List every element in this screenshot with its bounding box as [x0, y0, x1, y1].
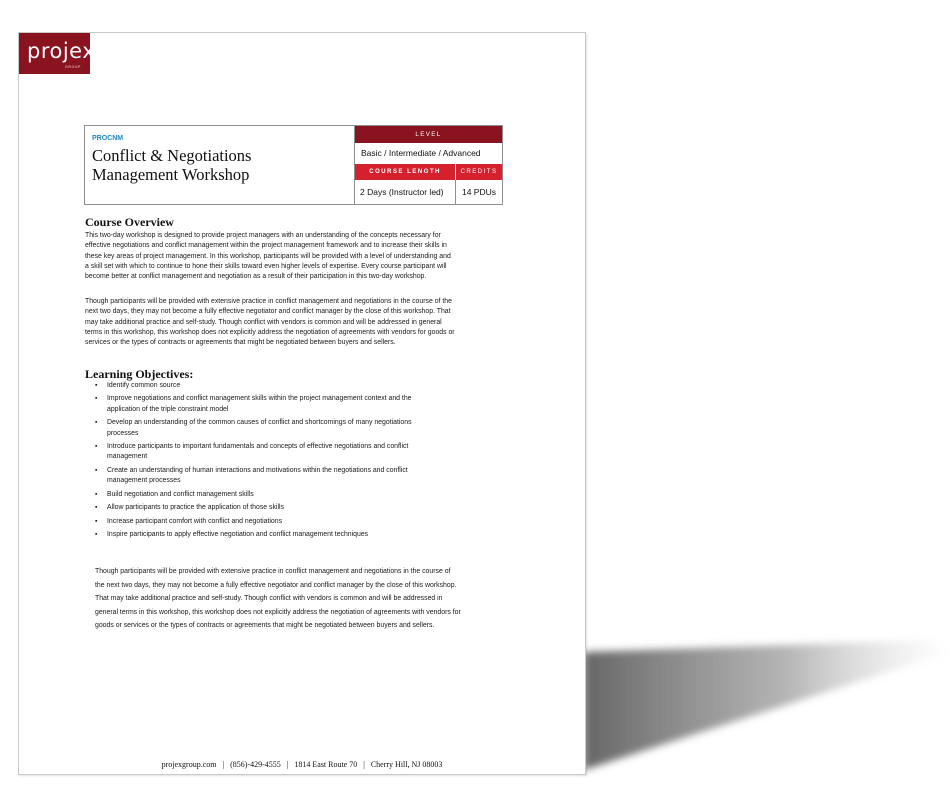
bullet-icon: ▪: [95, 504, 98, 512]
list-item-text: Inspire participants to apply effective negotiation and conflict management techniques: [107, 531, 369, 539]
course-title: [92, 146, 352, 184]
text-line: these key areas of project management. In this workshop, participants will be provided with a level of understanding and: [85, 252, 451, 260]
list-item-text: Improve negotiations and conflict management skills within the project management context and the: [107, 395, 412, 403]
course-length-value: 2 Days (Instructor led): [360, 187, 444, 197]
logo-wordmark: projex: [27, 39, 96, 63]
text-line: next two days, they may not become a fully effective negotiator and conflict manager by the close of this workshop. That: [85, 308, 451, 316]
footer-separator: |: [363, 760, 365, 769]
list-item-text: Increase participant comfort with conflict and negotiations: [107, 517, 283, 525]
overview-paragraph-2: [85, 297, 515, 348]
list-item: [95, 466, 475, 487]
text-line: a skill set with which to continue to hone their skills toward even higher levels of expertise. Every course participant will: [85, 262, 447, 270]
bullet-icon: ▪: [95, 395, 98, 403]
list-item-text: Introduce participants to important fundamentals and concepts of effective negotiations and conflict: [107, 443, 409, 451]
text-line: effective negotiations and conflict management within the project management framework and to increase their skills in: [85, 242, 447, 250]
learning-objectives-heading: Learning Objectives:: [85, 367, 194, 381]
course-title-line: Management Workshop: [92, 165, 250, 184]
bullet-icon: ▪: [95, 531, 98, 539]
learning-objectives-list: [95, 381, 475, 544]
text-line: may take additional practice and self-study. Though conflict with vendors is common and will be addressed in general: [85, 318, 442, 326]
text-line: Though participants will be provided with extensive practice in conflict management and negotiations in the course of: [95, 568, 451, 575]
text-line: terms in this workshop, this workshop does not explicitly address the negotiation of agreements with vendors for goods or: [85, 328, 455, 336]
footer-address: 1814 East Route 70: [294, 760, 358, 769]
text-line: This two-day workshop is designed to provide project managers with an understanding of the concepts necessary for: [85, 232, 441, 239]
text-line: goods or services or the types of contracts or agreements that might be negotiated between buyers and sellers.: [95, 622, 435, 630]
credits-header: CREDITS: [455, 164, 502, 180]
credits-value: 14 PDUs: [461, 187, 496, 197]
footer-city: Cherry Hill, NJ 08003: [370, 760, 443, 769]
list-item: [95, 394, 475, 415]
list-item-text: management: [107, 453, 148, 461]
projex-logo: [19, 33, 96, 74]
course-info-box: [84, 125, 503, 205]
footer-separator: |: [222, 760, 225, 769]
footer-separator: |: [286, 760, 289, 769]
level-header: LEVEL: [355, 126, 502, 143]
bullet-icon: ▪: [95, 466, 98, 474]
footer-phone: (856)-429-4555: [230, 760, 281, 769]
logo-subtext: GROUP: [65, 65, 81, 69]
bullet-icon: ▪: [95, 517, 98, 525]
list-item: [95, 381, 475, 391]
text-line: That may take additional practice and self-study. Though conflict with vendors is common and will be addressed in: [95, 595, 443, 603]
bullet-icon: ▪: [95, 419, 98, 427]
closing-paragraph: [95, 565, 535, 633]
text-line: general terms in this workshop, this workshop does not explicitly address the negotiation of agreements with vendors for: [95, 608, 461, 616]
list-item: [95, 490, 475, 500]
brochure-page: [18, 32, 586, 775]
level-value: Basic / Intermediate / Advanced: [361, 148, 481, 158]
list-item: [95, 503, 475, 513]
bullet-icon: ▪: [95, 382, 98, 389]
bullet-icon: ▪: [95, 443, 98, 451]
course-length-header: COURSE LENGTH: [355, 164, 455, 180]
list-item-text: processes: [107, 429, 139, 437]
course-title-line: Conflict & Negotiations: [92, 146, 252, 165]
list-item-text: Develop an understanding of the common causes of conflict and shortcomings of many negotiations: [107, 419, 412, 427]
list-item: [95, 418, 475, 439]
list-item-text: application of the triple constraint model: [107, 405, 229, 413]
overview-paragraph-1: [85, 231, 515, 282]
text-line: Though participants will be provided with extensive practice in conflict management and negotiations in the course of the: [85, 298, 452, 305]
list-item-text: Identify common source: [107, 382, 181, 389]
text-line: become better at conflict management and negotiation as a result of their participation in this two-day workshop.: [85, 273, 427, 281]
page-footer: [19, 760, 585, 769]
text-line: services or the types of contracts or agreements that might be negotiated between buyers and sellers.: [85, 339, 396, 347]
course-overview-heading: Course Overview: [85, 215, 174, 229]
list-item-text: management processes: [107, 477, 181, 485]
footer-website: projexgroup.com: [161, 760, 217, 769]
list-item: [95, 517, 475, 527]
text-line: the next two days, they may not become a fully effective negotiator and conflict manager by the close of this workshop.: [95, 581, 457, 589]
list-item: [95, 442, 475, 463]
bullet-icon: ▪: [95, 490, 98, 498]
list-item-text: Build negotiation and conflict management skills: [107, 490, 254, 498]
list-item-text: Create an understanding of human interactions and motivations within the negotiations and conflict: [107, 466, 408, 474]
course-code: PROCNM: [92, 135, 124, 142]
list-item-text: Allow participants to practice the application of those skills: [107, 504, 284, 512]
list-item: [95, 530, 475, 540]
